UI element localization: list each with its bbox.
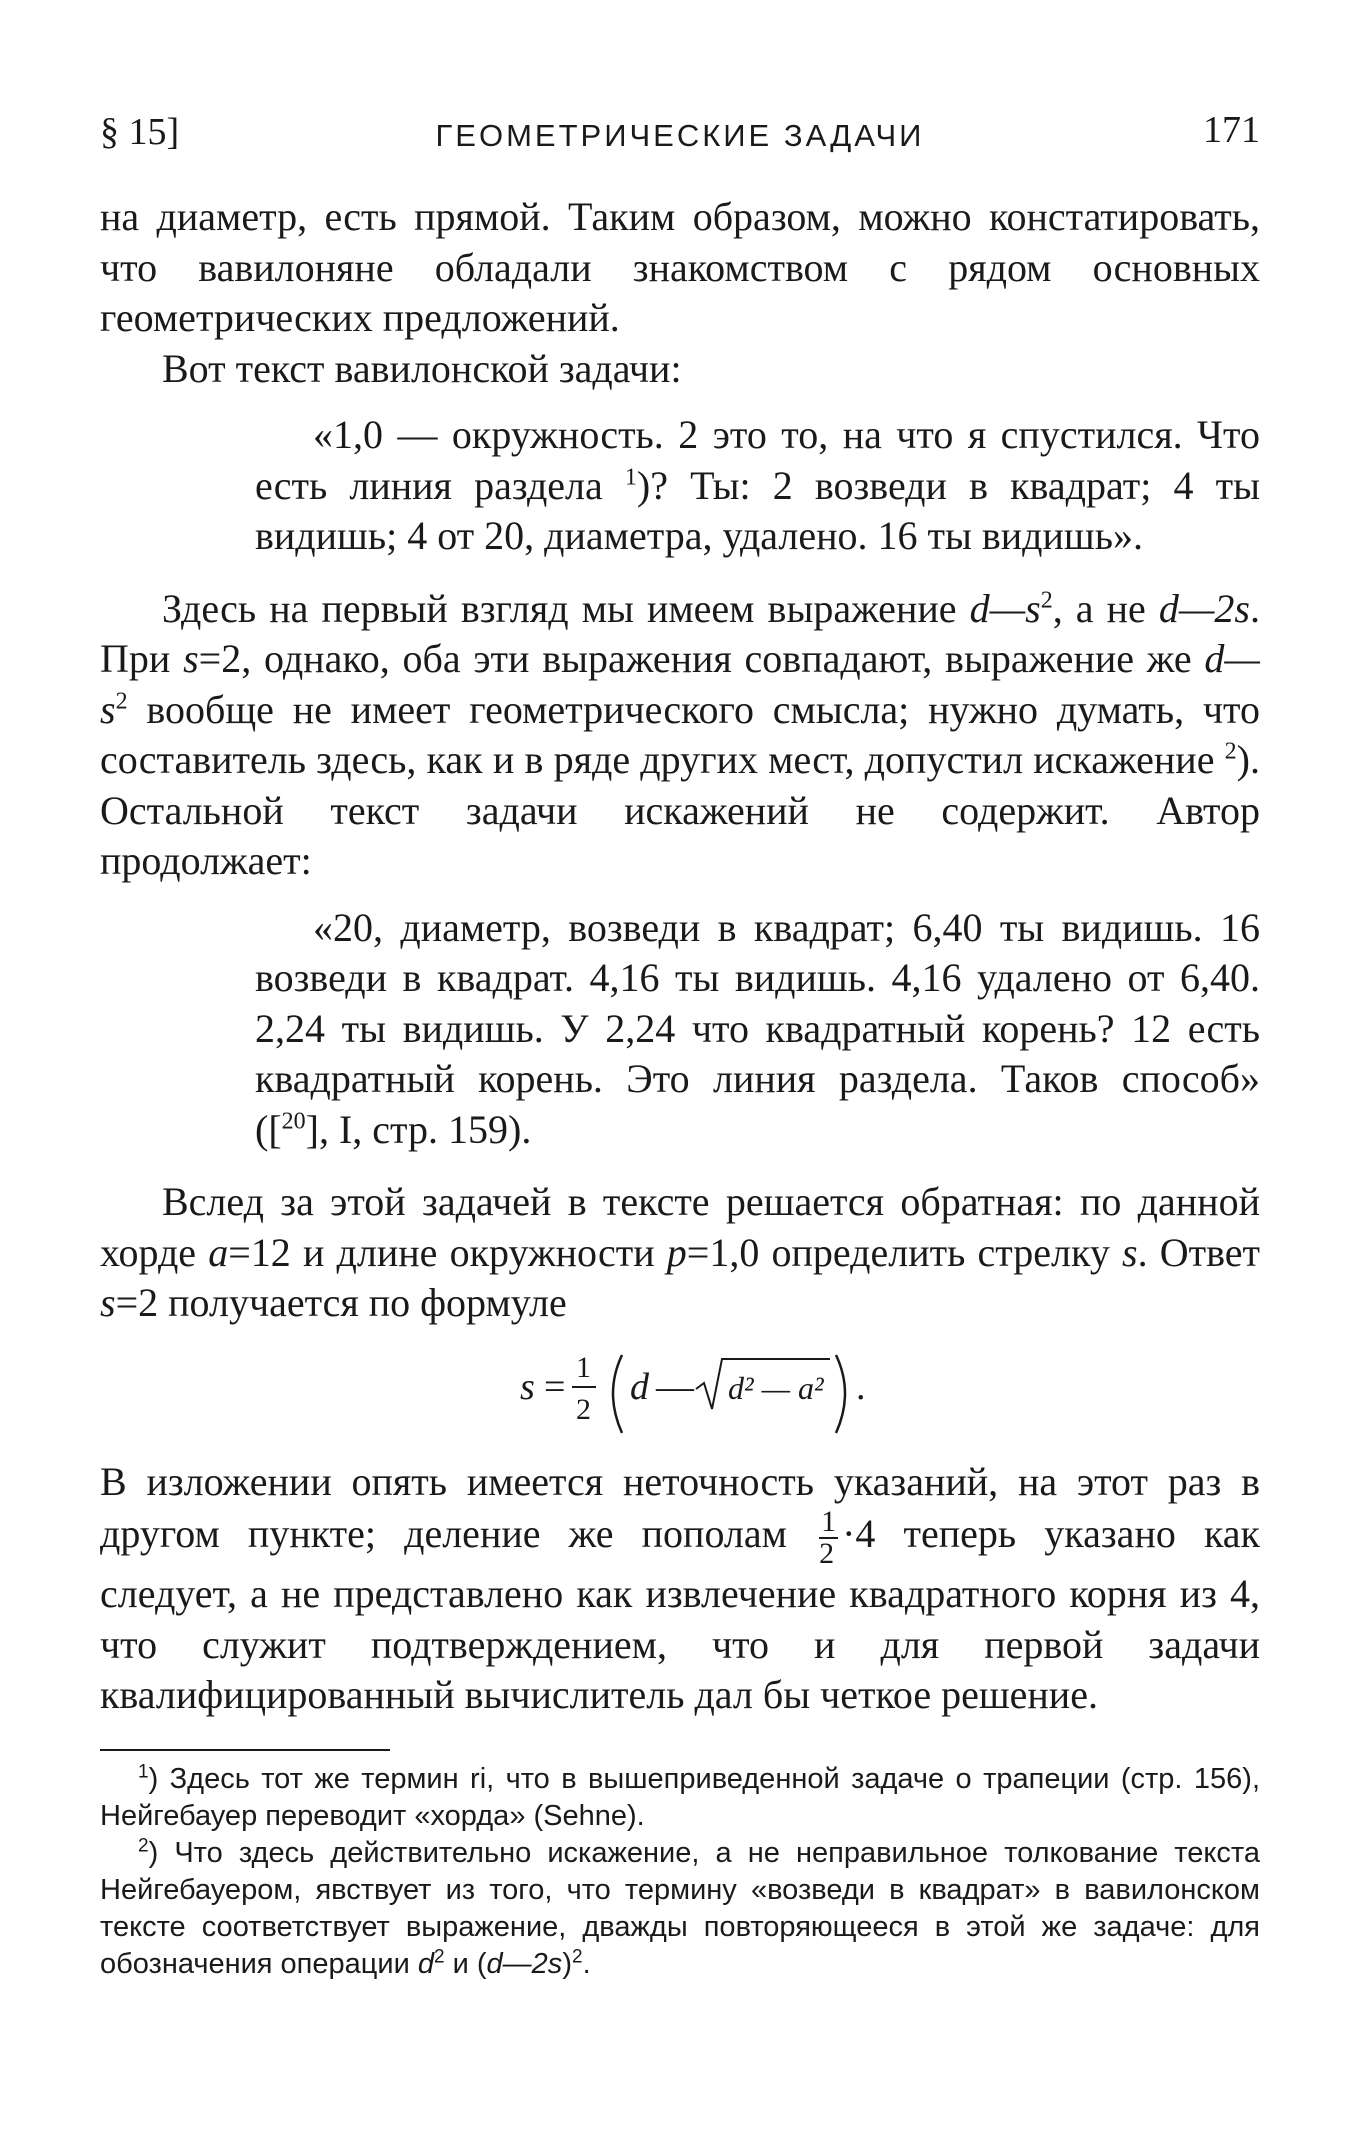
book-page [100,110,1260,1983]
footnote-ref-2: 2 [1224,738,1237,765]
formula-denominator: 2 [576,1392,591,1426]
footnote-1: $^1$) Здесь тот же термин ri, что в вышеприведенной задаче о трапеции (стр. 156), Нейгебауер переводит «хорда» (Sehne). [100,1760,1260,1832]
paragraph-conclusion: В изложении опять имеется неточность указаний, на этот раз в другом пункте; деление же пополам $\frac{1}{2}$ ·4 теперь указано как следует, а не представлено как извлечение квадратного корня из 4, что служит подтверждением, что и для первой задачи квалифицированный вычислитель дал бы четкое решение. [100,1458,1260,1717]
formula-numerator: 1 [576,1350,591,1384]
footnote-divider [100,1749,390,1751]
formula-radicand: d² — a² [728,1369,824,1406]
formula-svg [500,1337,1000,1447]
quote-babylonian-problem-1: «1,0 — окружность. 2 это то, на что я спустился. Что есть линия раздела $^1$)? Ты: 2 возведи в квадрат; 4 ты видишь; 4 от 20, диаметра, удалено. 16 ты видишь». [255,412,1260,558]
footnote-ref-1: 1 [624,464,637,491]
formula-minus: — [656,1365,694,1408]
main-text [100,192,1260,1983]
formula-equals: = [544,1365,566,1408]
chapter-title: ГЕОМЕТРИЧЕСКИЕ ЗАДАЧИ [435,118,925,153]
quote-babylonian-problem-2: «20, диаметр, возведи в квадрат; 6,40 ты видишь. 16 возведи в квадрат. 4,16 ты видишь. 4,16 удалено от 6,40. 2,24 ты видишь. У 2,24 что квадратный корень? 12 есть квадратный корень. Это линия раздела. Таков способ» ([$^{20}$], I, стр. 159). [255,904,1260,1152]
section-marker: § 15] [100,111,180,153]
page-number: 171 [1203,109,1260,151]
paragraph-intro: Вот текст вавилонской задачи: [162,345,682,391]
footnote-2: $^2$) Что здесь действительно искажение, а не неправильное толкование текста Нейгебауером, явствует из того, что термину «возведи в квадрат» в вавилонском тексте соответствует выражение, дважды повторяющееся в этой же задаче: для обозначения операции $d^2$ и (d—2s)$^2$. [100,1834,1260,1980]
formula-right-paren [836,1355,845,1433]
paragraph-inverse-problem: Вслед за этой задачей в тексте решается обратная: по данной хорде a=12 и длине окружности p=1,0 определить стрелку s. Ответ s=2 получается по формуле [100,1179,1260,1325]
formula-d: d [630,1365,649,1408]
paragraph-analysis: Здесь на первый взгляд мы имеем выражение $d—s^2$, а не d—2s. При s=2, однако, оба эти выражения совпадают, выражение же $d—s^2$ вообще не имеет геометрического смысла; нужно думать, что составитель здесь, как и в ряде других мест, допустил искажение $^2$). Остальной текст задачи искажений не содержит. Автор продолжает: [100,585,1260,883]
inline-fraction-half: $\frac{1}{2}$ [819,1505,837,1570]
running-header [100,110,1260,170]
formula-left-paren [613,1355,622,1433]
formula-arrow-length [100,1337,1260,1447]
formula-lhs: s [520,1365,535,1408]
formula-period: . [856,1365,866,1408]
paragraph-continuation: на диаметр, есть прямой. Таким образом, можно констатировать, что вавилоняне обладали знакомством с рядом основных геометрических предложений. [100,194,1260,340]
